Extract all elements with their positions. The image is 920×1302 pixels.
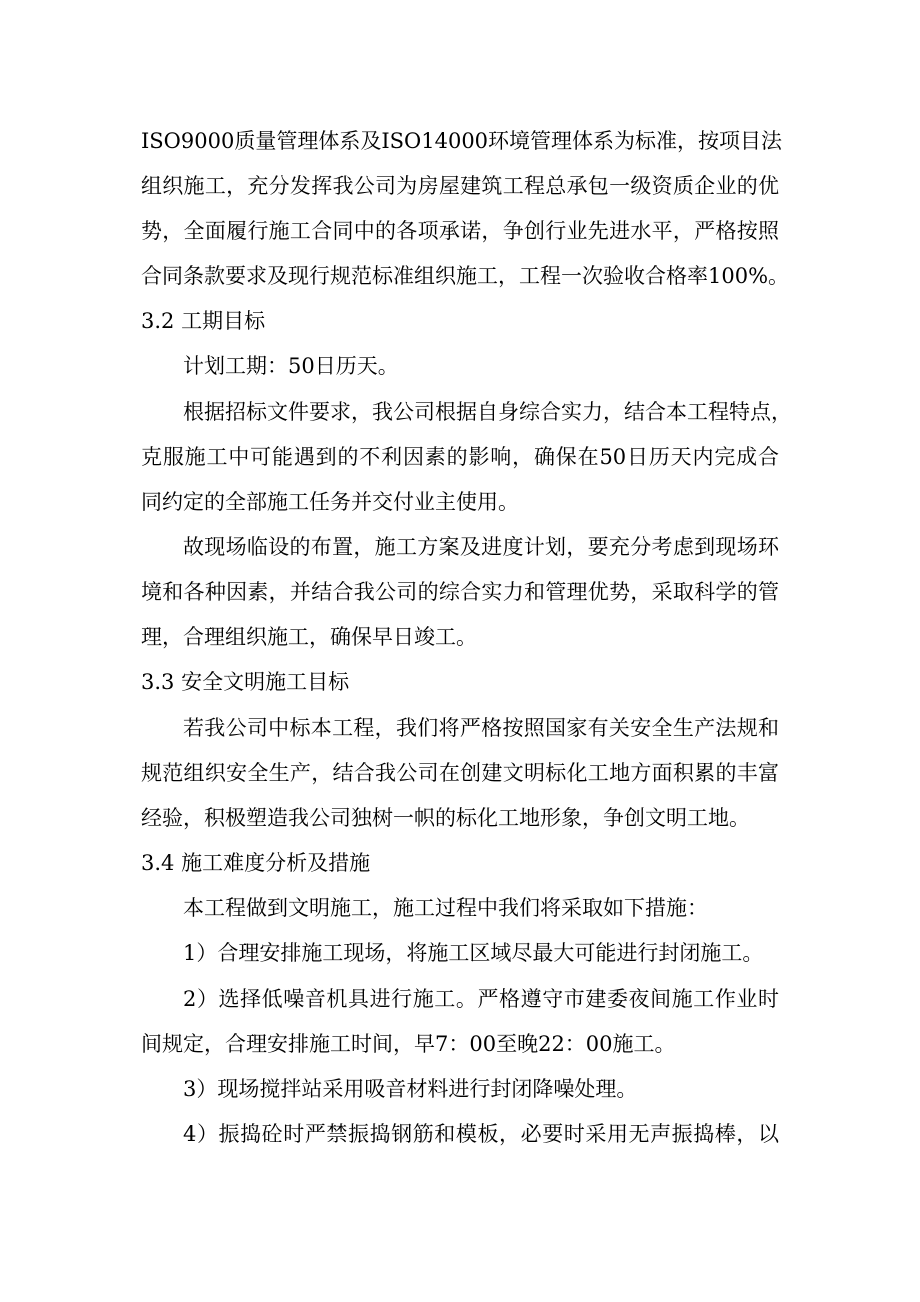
list-item: 3）现场搅拌站采用吸音材料进行封闭降噪处理。 — [183, 1077, 638, 1101]
paragraph-line: 同约定的全部施工任务并交付业主使用。 — [141, 490, 519, 514]
list-item: 2）选择低噪音机具进行施工。严格遵守市建委夜间施工作业时 — [183, 987, 779, 1011]
paragraph-line: 若我公司中标本工程，我们将严格按照国家有关安全生产法规和 — [183, 716, 779, 740]
paragraph-line: 根据招标文件要求，我公司根据自身综合实力，结合本工程特点， — [183, 400, 792, 424]
paragraph-line: 规范组织安全生产，结合我公司在创建文明标化工地方面积累的丰富 — [141, 761, 779, 785]
paragraph-line: 理，合理组织施工，确保早日竣工。 — [141, 625, 477, 649]
section-heading: 3.3 安全文明施工目标 — [141, 670, 350, 694]
paragraph-line: 合同条款要求及现行规范标准组织施工，工程一次验收合格率100%。 — [141, 264, 790, 288]
paragraph-line: 故现场临设的布置，施工方案及进度计划，要充分考虑到现场环 — [183, 535, 779, 559]
paragraph-line: 势，全面履行施工合同中的各项承诺，争创行业先进水平，严格按照 — [141, 219, 779, 243]
paragraph-line: 克服施工中可能遇到的不利因素的影响，确保在50日历天内完成合 — [141, 445, 779, 469]
list-item: 4）振捣砼时严禁振捣钢筋和模板，必要时采用无声振捣棒，以 — [183, 1122, 779, 1146]
section-heading: 3.2 工期目标 — [141, 309, 266, 333]
paragraph-line: 经验，积极塑造我公司独树一帜的标化工地形象，争创文明工地。 — [141, 806, 750, 830]
paragraph-line: 组织施工，充分发挥我公司为房屋建筑工程总承包一级资质企业的优 — [141, 174, 779, 198]
list-item: 1）合理安排施工现场，将施工区域尽最大可能进行封闭施工。 — [183, 941, 764, 965]
section-heading: 3.4 施工难度分析及措施 — [141, 851, 371, 875]
paragraph-line: ISO9000质量管理体系及ISO14000环境管理体系为标准，按项目法 — [141, 129, 783, 153]
paragraph-line: 间规定，合理安排施工时间，早7：00至晚22：00施工。 — [141, 1032, 676, 1056]
paragraph-line: 本工程做到文明施工，施工过程中我们将采取如下措施： — [183, 896, 708, 920]
paragraph-line: 计划工期：50日历天。 — [183, 354, 399, 378]
paragraph-line: 境和各种因素，并结合我公司的综合实力和管理优势，采取科学的管 — [141, 580, 779, 604]
